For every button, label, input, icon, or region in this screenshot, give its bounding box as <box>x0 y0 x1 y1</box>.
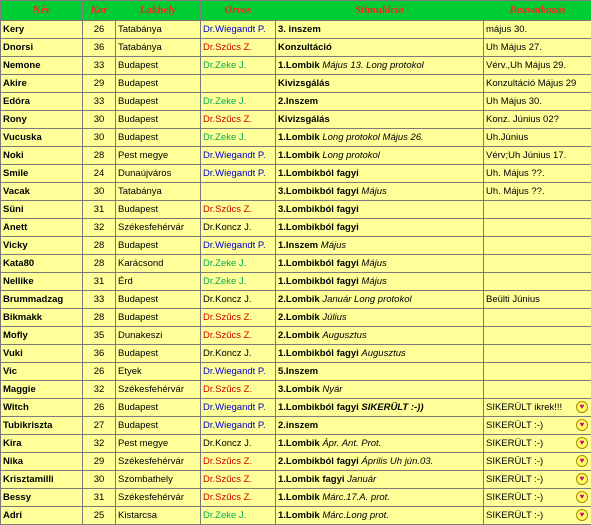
cell-kor: 30 <box>83 111 116 129</box>
stim-main: 1.Inszem <box>278 240 318 251</box>
table-row <box>1 345 591 363</box>
cell-kor: 26 <box>83 363 116 381</box>
cell-beavatkozas <box>484 111 591 129</box>
cell-orvos: Dr.Wiegandt P. <box>201 237 276 255</box>
cell-orvos: Dr.Zeke J. <box>201 273 276 291</box>
cell-beavatkozas <box>484 39 591 57</box>
cell-orvos: Dr.Wiegandt P. <box>201 165 276 183</box>
stim-main: 3.Lombikból fagyi <box>278 186 359 197</box>
cell-nev: Witch <box>1 399 83 417</box>
stim-note: Május <box>361 186 386 197</box>
cell-lakhely: Pest megye <box>116 435 201 453</box>
cell-kor: 32 <box>83 435 116 453</box>
cell-stimulacio <box>276 345 484 363</box>
cell-stimulacio <box>276 291 484 309</box>
stim-note: SIKERÜLT :-)) <box>361 402 423 413</box>
stim-main: 2.inszem <box>278 420 318 431</box>
table-row <box>1 507 591 525</box>
table-row <box>1 129 591 147</box>
cell-lakhely: Székesfehérvár <box>116 453 201 471</box>
beav-text: SIKERÜLT :-) <box>486 438 543 449</box>
cell-nev: Adri <box>1 507 83 525</box>
stim-note: Augusztus <box>322 330 366 341</box>
cell-stimulacio <box>276 75 484 93</box>
cell-lakhely: Tatabánya <box>116 39 201 57</box>
stim-main: 1.Lombik <box>278 60 320 71</box>
cell-kor: 27 <box>83 417 116 435</box>
cell-nev: Mofly <box>1 327 83 345</box>
cell-nev: Tubikriszta <box>1 417 83 435</box>
beav-text: Uh.Június <box>486 132 528 143</box>
cell-lakhely: Dunakeszi <box>116 327 201 345</box>
cell-orvos: Dr.Szűcs Z. <box>201 453 276 471</box>
cell-nev: Bessy <box>1 489 83 507</box>
table-row <box>1 75 591 93</box>
cell-nev: Vic <box>1 363 83 381</box>
cell-kor: 26 <box>83 21 116 39</box>
cell-kor: 29 <box>83 75 116 93</box>
cell-kor: 24 <box>83 165 116 183</box>
cell-stimulacio <box>276 165 484 183</box>
cell-kor: 30 <box>83 471 116 489</box>
cell-beavatkozas <box>484 129 591 147</box>
heart-smiley-icon: ♥ <box>576 401 588 413</box>
cell-stimulacio <box>276 255 484 273</box>
cell-lakhely: Pest megye <box>116 147 201 165</box>
cell-beavatkozas <box>484 291 591 309</box>
cell-nev: Süni <box>1 201 83 219</box>
table-row <box>1 183 591 201</box>
stim-main: 5.Inszem <box>278 366 318 377</box>
cell-kor: 31 <box>83 489 116 507</box>
cell-kor: 31 <box>83 273 116 291</box>
stim-main: Kivizsgálás <box>278 114 330 125</box>
stim-note: Augusztus <box>361 348 405 359</box>
cell-lakhely: Budapest <box>116 129 201 147</box>
stim-main: 2.Lombikból fagyi <box>278 456 359 467</box>
cell-nev: Krisztamilli <box>1 471 83 489</box>
cell-nev: Vacak <box>1 183 83 201</box>
cell-lakhely: Budapest <box>116 417 201 435</box>
cell-kor: 31 <box>83 201 116 219</box>
beav-text: május 30. <box>486 24 527 35</box>
cell-lakhely: Székesfehérvár <box>116 381 201 399</box>
cell-nev: Nika <box>1 453 83 471</box>
cell-nev: Rony <box>1 111 83 129</box>
table-row <box>1 309 591 327</box>
cell-lakhely: Budapest <box>116 399 201 417</box>
cell-beavatkozas <box>484 219 591 237</box>
cell-orvos: Dr.Szűcs Z. <box>201 309 276 327</box>
cell-stimulacio <box>276 417 484 435</box>
stim-main: 1.Lombikból fagyi <box>278 348 359 359</box>
cell-lakhely: Karácsond <box>116 255 201 273</box>
cell-kor: 30 <box>83 183 116 201</box>
table-row <box>1 93 591 111</box>
cell-nev: Kery <box>1 21 83 39</box>
beav-text: Beülti Június <box>486 294 540 305</box>
cell-stimulacio <box>276 201 484 219</box>
cell-beavatkozas <box>484 363 591 381</box>
cell-orvos: Dr.Szűcs Z. <box>201 381 276 399</box>
cell-orvos: Dr.Szűcs Z. <box>201 39 276 57</box>
header-nev: Név <box>1 1 83 21</box>
heart-smiley-icon: ♥ <box>576 419 588 431</box>
stim-note: Long protokol <box>322 150 380 161</box>
cell-lakhely: Etyek <box>116 363 201 381</box>
cell-orvos: Dr.Koncz J. <box>201 435 276 453</box>
header-stimulacio: Stimuláció <box>276 1 484 21</box>
cell-kor: 30 <box>83 129 116 147</box>
cell-nev: Vicky <box>1 237 83 255</box>
cell-beavatkozas <box>484 57 591 75</box>
header-row <box>1 1 591 21</box>
cell-nev: Vucuska <box>1 129 83 147</box>
cell-lakhely: Tatabánya <box>116 21 201 39</box>
cell-lakhely: Budapest <box>116 309 201 327</box>
heart-smiley-icon: ♥ <box>576 473 588 485</box>
cell-lakhely: Érd <box>116 273 201 291</box>
cell-orvos: Dr.Koncz J. <box>201 345 276 363</box>
cell-beavatkozas <box>484 417 591 435</box>
cell-beavatkozas <box>484 165 591 183</box>
table-row <box>1 21 591 39</box>
table-row <box>1 363 591 381</box>
cell-lakhely: Budapest <box>116 93 201 111</box>
cell-kor: 28 <box>83 237 116 255</box>
cell-nev: Dnorsi <box>1 39 83 57</box>
cell-stimulacio <box>276 21 484 39</box>
header-kor: Kor <box>83 1 116 21</box>
stim-main: 2.Inszem <box>278 96 318 107</box>
cell-stimulacio <box>276 57 484 75</box>
stim-note: Május <box>361 258 386 269</box>
cell-orvos <box>201 75 276 93</box>
cell-stimulacio <box>276 183 484 201</box>
cell-orvos: Dr.Wiegandt P. <box>201 363 276 381</box>
table-row <box>1 201 591 219</box>
table-row <box>1 291 591 309</box>
cell-orvos: Dr.Szűcs Z. <box>201 327 276 345</box>
cell-stimulacio <box>276 399 484 417</box>
cell-stimulacio <box>276 435 484 453</box>
cell-stimulacio <box>276 93 484 111</box>
cell-beavatkozas <box>484 255 591 273</box>
beav-text: SIKERÜLT :-) <box>486 474 543 485</box>
cell-orvos: Dr.Zeke J. <box>201 57 276 75</box>
cell-stimulacio <box>276 309 484 327</box>
cell-lakhely: Székesfehérvár <box>116 489 201 507</box>
cell-beavatkozas <box>484 201 591 219</box>
stim-note: Április Uh jún.03. <box>361 456 433 467</box>
header-orvos: Orvos <box>201 1 276 21</box>
cell-lakhely: Tatabánya <box>116 183 201 201</box>
cell-stimulacio <box>276 111 484 129</box>
cell-beavatkozas <box>484 21 591 39</box>
cell-beavatkozas <box>484 471 591 489</box>
cell-lakhely: Szombathely <box>116 471 201 489</box>
beav-text: Uh Május 27. <box>486 42 542 53</box>
stim-main: 3. inszem <box>278 24 321 35</box>
stim-note: Május <box>321 240 346 251</box>
table-row <box>1 219 591 237</box>
cell-kor: 28 <box>83 255 116 273</box>
cell-stimulacio <box>276 507 484 525</box>
cell-beavatkozas <box>484 237 591 255</box>
cell-beavatkozas <box>484 507 591 525</box>
cell-stimulacio <box>276 363 484 381</box>
stim-main: 1.Lombik fagyi <box>278 474 345 485</box>
cell-beavatkozas <box>484 309 591 327</box>
table-row <box>1 381 591 399</box>
cell-lakhely: Székesfehérvár <box>116 219 201 237</box>
stim-main: 1.Lombik <box>278 510 320 521</box>
cell-nev: Akire <box>1 75 83 93</box>
beav-text: SIKERÜLT ikrek!!! <box>486 402 562 413</box>
stim-main: 3.Lombik <box>278 384 320 395</box>
cell-kor: 25 <box>83 507 116 525</box>
table-row <box>1 165 591 183</box>
beav-text: SIKERÜLT :-) <box>486 420 543 431</box>
stim-note: Május 13. Long protokol <box>322 60 423 71</box>
cell-kor: 29 <box>83 453 116 471</box>
cell-kor: 35 <box>83 327 116 345</box>
table-body <box>1 21 591 525</box>
stim-main: Konzultáció <box>278 42 332 53</box>
header-lakhely: Lakhely <box>116 1 201 21</box>
cell-stimulacio <box>276 273 484 291</box>
beav-text: Vérv.,Uh Május 29. <box>486 60 566 71</box>
heart-smiley-icon: ♥ <box>576 455 588 467</box>
cell-stimulacio <box>276 237 484 255</box>
cell-beavatkozas <box>484 381 591 399</box>
table-row <box>1 489 591 507</box>
cell-orvos: Dr.Szűcs Z. <box>201 471 276 489</box>
stim-main: 2.Lombik <box>278 330 320 341</box>
cell-orvos: Dr.Koncz J. <box>201 291 276 309</box>
heart-smiley-icon: ♥ <box>576 491 588 503</box>
stim-main: 1.Lombikból fagyi <box>278 402 359 413</box>
stim-note: Márc.Long prot. <box>322 510 389 521</box>
cell-nev: Edóra <box>1 93 83 111</box>
cell-nev: Noki <box>1 147 83 165</box>
table-row <box>1 435 591 453</box>
stim-note: Long protokol Május 26. <box>322 132 423 143</box>
cell-stimulacio <box>276 129 484 147</box>
cell-nev: Bikmakk <box>1 309 83 327</box>
stim-note: Ápr. Ant. Prot. <box>322 438 381 449</box>
beav-text: SIKERÜLT :-) <box>486 510 543 521</box>
cell-beavatkozas <box>484 489 591 507</box>
cell-kor: 26 <box>83 399 116 417</box>
table-row <box>1 453 591 471</box>
cell-nev: Kata80 <box>1 255 83 273</box>
stim-main: 1.Lombikból fagyi <box>278 168 359 179</box>
cell-lakhely: Kistarcsa <box>116 507 201 525</box>
cell-kor: 28 <box>83 309 116 327</box>
table-row <box>1 417 591 435</box>
stim-main: 1.Lombik <box>278 438 320 449</box>
beav-text: Konz. Június 02? <box>486 114 559 125</box>
cell-beavatkozas <box>484 345 591 363</box>
table-row <box>1 255 591 273</box>
cell-kor: 36 <box>83 345 116 363</box>
stim-main: 2.Lombik <box>278 294 320 305</box>
table-row <box>1 237 591 255</box>
table-row <box>1 57 591 75</box>
cell-stimulacio <box>276 147 484 165</box>
cell-orvos: Dr.Zeke J. <box>201 93 276 111</box>
cell-kor: 36 <box>83 39 116 57</box>
cell-nev: Maggie <box>1 381 83 399</box>
cell-beavatkozas <box>484 399 591 417</box>
beav-text: SIKERÜLT :-) <box>486 456 543 467</box>
stim-note: Január <box>347 474 376 485</box>
stim-main: 3.Lombikból fagyi <box>278 204 359 215</box>
heart-smiley-icon: ♥ <box>576 509 588 521</box>
cell-kor: 28 <box>83 147 116 165</box>
stim-main: 2.Lombik <box>278 312 320 323</box>
cell-nev: Anett <box>1 219 83 237</box>
cell-nev: Nellike <box>1 273 83 291</box>
cell-orvos: Dr.Koncz J. <box>201 219 276 237</box>
cell-stimulacio <box>276 471 484 489</box>
cell-lakhely: Budapest <box>116 75 201 93</box>
cell-lakhely: Budapest <box>116 201 201 219</box>
cell-beavatkozas <box>484 453 591 471</box>
heart-smiley-icon: ♥ <box>576 437 588 449</box>
cell-lakhely: Dunaújváros <box>116 165 201 183</box>
stim-note: Márc.17.A. prot. <box>322 492 390 503</box>
stim-main: 1.Lombik <box>278 492 320 503</box>
cell-stimulacio <box>276 453 484 471</box>
cell-lakhely: Budapest <box>116 111 201 129</box>
cell-nev: Brummadzag <box>1 291 83 309</box>
cell-orvos: Dr.Wiegandt P. <box>201 147 276 165</box>
stim-main: 1.Lombikból fagyi <box>278 258 359 269</box>
cell-beavatkozas <box>484 147 591 165</box>
beav-text: Vérv;Uh Június 17. <box>486 150 566 161</box>
cell-lakhely: Budapest <box>116 291 201 309</box>
cell-nev: Kira <box>1 435 83 453</box>
cell-orvos: Dr.Wiegandt P. <box>201 417 276 435</box>
table-row <box>1 327 591 345</box>
cell-kor: 33 <box>83 93 116 111</box>
cell-orvos: Dr.Wiegandt P. <box>201 399 276 417</box>
cell-lakhely: Budapest <box>116 57 201 75</box>
beav-text: SIKERÜLT :-) <box>486 492 543 503</box>
cell-stimulacio <box>276 219 484 237</box>
cell-kor: 32 <box>83 219 116 237</box>
cell-beavatkozas <box>484 183 591 201</box>
stim-main: 1.Lombikból fagyi <box>278 276 359 287</box>
stim-note: Január Long protokol <box>322 294 411 305</box>
cell-orvos: Dr.Szűcs Z. <box>201 201 276 219</box>
stim-main: Kivizsgálás <box>278 78 330 89</box>
cell-kor: 33 <box>83 291 116 309</box>
stim-note: Július <box>322 312 346 323</box>
cell-stimulacio <box>276 39 484 57</box>
cell-stimulacio <box>276 327 484 345</box>
cell-orvos: Dr.Szűcs Z. <box>201 111 276 129</box>
cell-orvos: Dr.Szűcs Z. <box>201 489 276 507</box>
cell-beavatkozas <box>484 435 591 453</box>
beav-text: Uh Május 30. <box>486 96 542 107</box>
table-row <box>1 399 591 417</box>
cell-stimulacio <box>276 381 484 399</box>
cell-beavatkozas <box>484 273 591 291</box>
cell-nev: Nemone <box>1 57 83 75</box>
cell-orvos: Dr.Zeke J. <box>201 255 276 273</box>
stim-note: Nyár <box>322 384 342 395</box>
cell-stimulacio <box>276 489 484 507</box>
table-row <box>1 273 591 291</box>
beav-text: Konzultáció Május 29 <box>486 78 576 89</box>
cell-beavatkozas <box>484 75 591 93</box>
cell-orvos: Dr.Wiegandt P. <box>201 21 276 39</box>
cell-nev: Vuki <box>1 345 83 363</box>
cell-kor: 32 <box>83 381 116 399</box>
table-row <box>1 111 591 129</box>
beav-text: Uh. Május ??. <box>486 186 545 197</box>
stim-main: 1.Lombikból fagyi <box>278 222 359 233</box>
cell-lakhely: Budapest <box>116 237 201 255</box>
cell-beavatkozas <box>484 327 591 345</box>
cell-nev: Smile <box>1 165 83 183</box>
table-row <box>1 471 591 489</box>
cell-lakhely: Budapest <box>116 345 201 363</box>
cell-beavatkozas <box>484 93 591 111</box>
table-row <box>1 147 591 165</box>
stim-main: 1.Lombik <box>278 132 320 143</box>
table-row <box>1 39 591 57</box>
cell-orvos: Dr.Zeke J. <box>201 129 276 147</box>
cell-kor: 33 <box>83 57 116 75</box>
header-beavatkozas: Beavatkozás <box>484 1 591 21</box>
stim-main: 1.Lombik <box>278 150 320 161</box>
stim-note: Május <box>361 276 386 287</box>
cell-orvos <box>201 183 276 201</box>
cell-orvos: Dr.Zeke J. <box>201 507 276 525</box>
beav-text: Uh. Május ??. <box>486 168 545 179</box>
